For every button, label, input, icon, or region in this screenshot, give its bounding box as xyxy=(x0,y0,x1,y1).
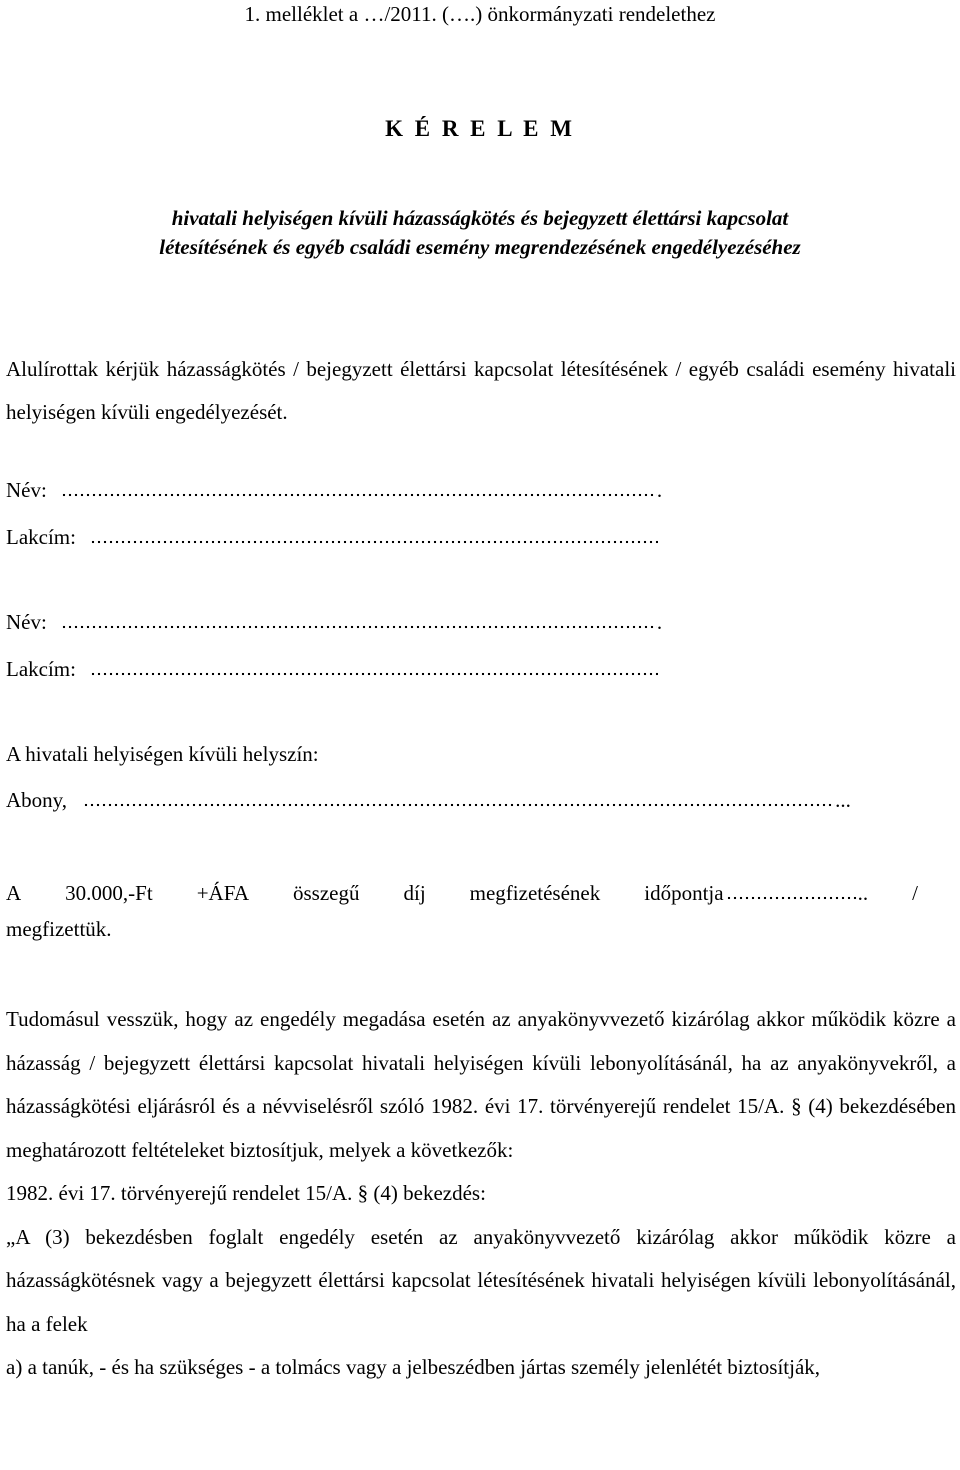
location-heading: A hivatali helyiségen kívüli helyszín: xyxy=(6,742,319,766)
address-dotted-line xyxy=(90,540,658,544)
name-dotted-line xyxy=(61,493,657,497)
name-label: Név: xyxy=(6,610,47,634)
name-line-end: . xyxy=(656,610,663,634)
subtitle-line-1: hivatali helyiségen kívüli házasságkötés és bejegyzett élettársi kapcsolat xyxy=(171,206,789,230)
intro-paragraph: Alulírottak kérjük házasságkötés / bejegyzett élettársi kapcsolat létesítésének / egyéb családi esemény hivatali helyiségen kívüli engedélyezését. xyxy=(6,357,956,424)
fee-statement xyxy=(6,870,918,941)
fee-date-field[interactable] xyxy=(644,870,868,917)
location-prefix: Abony, xyxy=(6,788,68,812)
fee-line-2: megfizettük. xyxy=(6,917,112,941)
name-label: Név: xyxy=(6,478,47,502)
name-line-end: . xyxy=(656,478,663,502)
fee-line-end: .. xyxy=(857,881,869,905)
law-reference: 1982. évi 17. törvényerejű rendelet 15/A. § (4) bekezdés: xyxy=(6,1181,486,1205)
legal-text xyxy=(6,998,956,1390)
quote-paragraph: „A (3) bekezdésben foglalt engedély esetén az anyakönyvvezető kizárólag akkor működik közre a házasságkötésnek vagy a bejegyzett élettársi kapcsolat létesítésének hivatali helyiségen kívüli lebonyolításánál, ha a felek xyxy=(6,1224,956,1336)
applicant-2-address-field[interactable] xyxy=(6,657,658,682)
fee-word: időpontja xyxy=(644,881,724,905)
address-dotted-line xyxy=(90,672,658,676)
location-field[interactable] xyxy=(6,788,851,813)
fee-word: A xyxy=(6,881,22,905)
applicant-2-name-field[interactable] xyxy=(6,610,662,635)
applicant-1-name-field[interactable] xyxy=(6,478,662,503)
fee-word: megfizetésének xyxy=(469,881,601,905)
location-dotted-line xyxy=(83,803,835,807)
fee-word: +ÁFA xyxy=(196,881,249,905)
fee-word: 30.000,-Ft xyxy=(65,881,153,905)
acknowledgement-paragraph: Tudomásul vesszük, hogy az engedély megadása esetén az anyakönyvvezető kizárólag akkor működik közre a házasság / bejegyzett élettársi kapcsolat hivatali helyiségen kívüli lebonyolításánál, ha az anyakönyvekről, a házasságkötési eljárásról és a névviselésről szóló 1982. évi 17. törvényerejű rendelet 15/A. § (4) bekezdésében meghatározott feltételeket biztosítjuk, melyek a következők: xyxy=(6,1007,956,1162)
fee-slash: / xyxy=(912,881,918,905)
form-title: K É R E L E M xyxy=(385,116,575,141)
fee-date-dotted-line xyxy=(726,896,858,900)
fee-word: összegű xyxy=(292,881,360,905)
point-a: a) a tanúk, - és ha szükséges - a tolmács vagy a jelbeszédben jártas személy jelenlétét biztosítják, xyxy=(6,1355,821,1379)
fee-line-1 xyxy=(6,870,918,917)
subtitle-line-2: létesítésének és egyéb családi esemény megrendezésének engedélyezéséhez xyxy=(159,235,801,259)
form-subtitle xyxy=(0,204,960,262)
fee-word: díj xyxy=(403,881,426,905)
applicant-1-address-field[interactable] xyxy=(6,525,658,550)
annex-header: 1. melléklet a …/2011. (….) önkormányzati rendelethez xyxy=(244,2,716,26)
name-dotted-line xyxy=(61,625,657,629)
address-label: Lakcím: xyxy=(6,657,76,681)
address-label: Lakcím: xyxy=(6,525,76,549)
location-line-end: ... xyxy=(835,788,851,812)
